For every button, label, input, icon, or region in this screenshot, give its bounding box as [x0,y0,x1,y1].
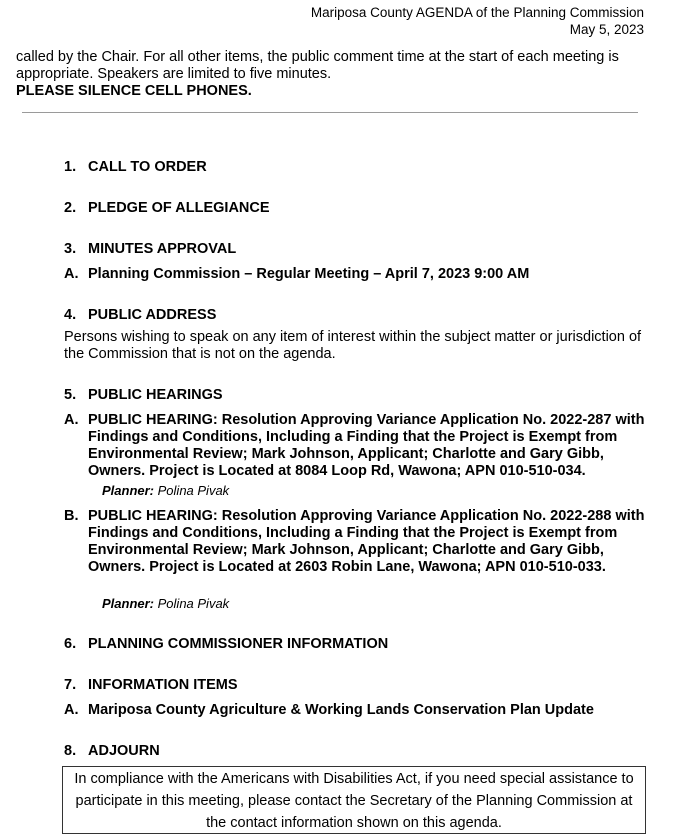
planner-line-b [102,596,229,611]
silence-phones-notice: PLEASE SILENCE CELL PHONES. [16,83,252,99]
planner-name: Polina Pivak [157,596,230,611]
subitem-title: PUBLIC HEARING: Resolution Approving Variance Application No. 2022-288 with Findings and Conditions, Including a Finding that the Project is Exempt from Environmental Review; Mark Johnson, Applicant; Charlotte and Gary Gibb, Owners. Project is Located at 2603 Robin Lane, Wawona; APN 010-510-033. [88,508,645,575]
subitem-letter: A. [64,412,79,428]
page-header [311,4,644,38]
agenda-subitem-conservation-plan [64,702,654,719]
ada-notice-text: In compliance with the Americans with Disabilities Act, if you need special assistance to participate in this meeting, please contact the Secretary of the Planning Commission at the contact information shown on this agenda. [74,771,634,831]
agenda-item-public-hearings [64,387,654,404]
item-number: 2. [64,200,77,216]
item-title: ADJOURN [88,743,160,759]
intro-paragraph [16,49,656,100]
agenda-item-pledge [64,200,654,217]
subitem-letter: B. [64,508,79,524]
item-title: MINUTES APPROVAL [88,241,237,257]
item-number: 8. [64,743,77,759]
planner-name: Polina Pivak [157,483,230,498]
item-number: 4. [64,307,77,323]
agenda-item-call-to-order [64,159,654,176]
subitem-title: Planning Commission – Regular Meeting – April 7, 2023 9:00 AM [88,266,530,282]
item-title: CALL TO ORDER [88,159,207,175]
planner-line-a [102,483,229,498]
agenda-subitem-hearing-b [64,508,654,576]
subitem-title: Mariposa County Agriculture & Working Lands Conservation Plan Update [88,702,594,718]
planner-label: Planner: [102,483,155,498]
item-number: 6. [64,636,77,652]
item-title: PUBLIC ADDRESS [88,307,217,323]
item-number: 3. [64,241,77,257]
ada-notice-box [62,766,646,834]
item-title: PLEDGE OF ALLEGIANCE [88,200,270,216]
subitem-letter: A. [64,266,79,282]
subitem-letter: A. [64,702,79,718]
agenda-header-date: May 5, 2023 [569,22,644,37]
agenda-subitem-hearing-a [64,412,654,480]
agenda-item-commissioner-info [64,636,654,653]
item-title: INFORMATION ITEMS [88,677,238,693]
agenda-item-minutes-approval [64,241,654,258]
planner-label: Planner: [102,596,155,611]
agenda-subitem-minutes [64,266,654,283]
agenda-header-title: Mariposa County AGENDA of the Planning Commission [310,5,644,20]
agenda-item-adjourn [64,743,654,760]
item-title: PLANNING COMMISSIONER INFORMATION [88,636,389,652]
intro-text: called by the Chair. For all other items, the public comment time at the start of each meeting is appropriate. Speakers are limited to five minutes. [16,49,619,82]
item-number: 7. [64,677,77,693]
public-address-description: Persons wishing to speak on any item of interest within the subject matter or jurisdiction of the Commission that is not on the agenda. [64,329,642,362]
agenda-item-public-address [64,307,654,324]
agenda-item-information-items [64,677,654,694]
item-title: PUBLIC HEARINGS [88,387,223,403]
section-divider [22,112,638,113]
subitem-title: PUBLIC HEARING: Resolution Approving Variance Application No. 2022-287 with Findings and Conditions, Including a Finding that the Project is Exempt from Environmental Review; Mark Johnson, Applicant; Charlotte and Gary Gibb, Owners. Project is Located at 8084 Loop Rd, Wawona; APN 010-510-034. [88,412,645,479]
item-number: 1. [64,159,77,175]
item-number: 5. [64,387,77,403]
